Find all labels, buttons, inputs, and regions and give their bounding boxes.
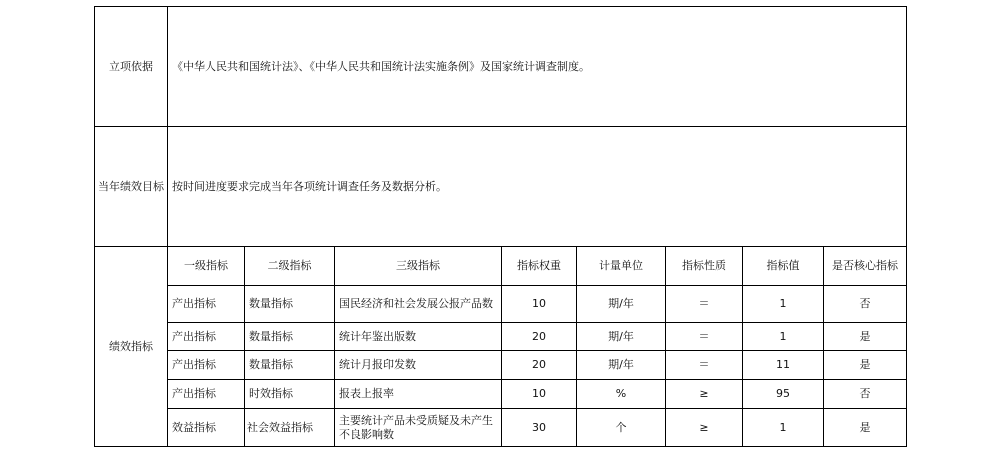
cell-value: 1	[779, 329, 787, 343]
basis-text-value: 《中华人民共和国统计法》、《中华人民共和国统计法实施条例》及国家统计调查制度。	[172, 59, 590, 73]
cell-unit: 期/年	[608, 297, 634, 310]
cell-level3: 统计年鉴出版数	[339, 329, 416, 343]
goal-label	[95, 127, 167, 246]
header-level3: 三级指标	[396, 259, 440, 272]
header-unit: 计量单位	[599, 259, 643, 272]
cell-level3: 报表上报率	[339, 387, 394, 400]
cell-level1: 产出指标	[172, 358, 216, 371]
cell-level3: 统计月报印发数	[339, 358, 416, 371]
cell-weight: 30	[532, 420, 546, 434]
cell-nature: ＝	[698, 329, 710, 343]
cell-nature: ≥	[699, 420, 709, 434]
cell-level3: 国民经济和社会发展公报产品数	[339, 297, 493, 310]
header-value: 指标值	[766, 259, 800, 272]
cell-unit: 期/年	[608, 329, 634, 343]
cell-unit: 个	[615, 420, 627, 434]
cell-level2: 数量指标	[249, 358, 293, 371]
cell-level1: 效益指标	[172, 420, 216, 434]
cell-level2: 社会效益指标	[247, 420, 313, 434]
basis-label	[95, 7, 167, 126]
cell-level2: 数量指标	[249, 329, 293, 343]
cell-nature: ＝	[698, 358, 710, 371]
cell-level1: 产出指标	[172, 387, 216, 400]
header-level2: 二级指标	[267, 259, 312, 272]
header-level1: 一级指标	[184, 259, 228, 272]
cell-weight: 10	[532, 387, 546, 400]
header-weight: 指标权重	[517, 259, 561, 272]
cell-nature: ≥	[699, 387, 709, 400]
cell-value: 11	[776, 358, 790, 371]
cell-unit: 期/年	[608, 358, 634, 371]
cell-core: 是	[859, 358, 871, 371]
cell-value: 95	[776, 387, 790, 400]
cell-weight: 10	[532, 297, 546, 310]
indicators-label-text: 绩效指标	[109, 339, 153, 353]
header-nature: 指标性质	[682, 259, 726, 272]
cell-weight: 20	[532, 329, 546, 343]
basis-text	[168, 7, 906, 126]
cell-weight: 20	[532, 358, 546, 371]
cell-level1: 产出指标	[172, 297, 216, 310]
cell-value: 1	[779, 297, 787, 310]
goal-text-value: 按时间进度要求完成当年各项统计调查任务及数据分析。	[172, 179, 447, 193]
goal-label-text: 当年绩效目标	[98, 179, 164, 193]
cell-core: 否	[859, 387, 871, 400]
cell-core: 否	[859, 297, 871, 310]
header-core: 是否核心指标	[832, 259, 898, 272]
cell-level1: 产出指标	[172, 329, 216, 343]
cell-core: 是	[859, 420, 871, 434]
cell-core: 是	[859, 329, 871, 343]
cell-unit: %	[615, 387, 627, 400]
cell-level3: 主要统计产品未受质疑及未产生不良影响数	[339, 413, 493, 441]
goal-text	[168, 127, 906, 246]
cell-level2: 时效指标	[249, 387, 293, 400]
grid-line	[906, 6, 907, 446]
cell-nature: ＝	[698, 297, 710, 310]
cell-level2: 数量指标	[249, 297, 293, 310]
indicators-label	[95, 247, 167, 446]
cell-value: 1	[779, 420, 787, 434]
grid-line	[94, 446, 907, 447]
basis-label-text: 立项依据	[109, 59, 153, 73]
